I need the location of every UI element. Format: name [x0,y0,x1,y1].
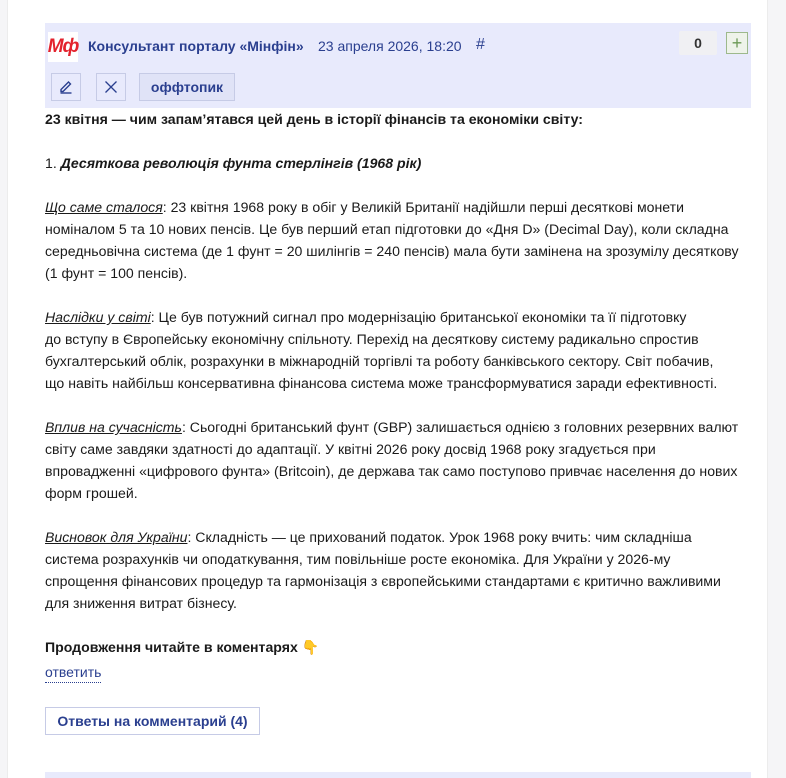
close-icon [103,79,119,95]
delete-button[interactable] [96,73,126,101]
next-comment-header [45,772,751,778]
permalink-anchor[interactable]: # [476,36,485,53]
upvote-button[interactable]: + [726,32,748,54]
comment-date: 23 апреля 2026, 18:20 [318,38,462,54]
comment-header [45,23,751,108]
page [7,0,768,778]
offtopic-button[interactable]: оффтопик [139,73,235,101]
comment-body [45,108,751,658]
paragraph-label: Що саме сталося [45,199,163,215]
edit-button[interactable] [51,73,81,101]
author-name[interactable]: Консультант порталу «Мінфін» [88,38,304,54]
paragraph-label: Висновок для України [45,529,188,545]
pointing-down-icon: 👇 [301,639,320,655]
paragraph-what-happened: Що саме сталося: 23 квітня 1968 року в обіг у Великій Британії надійшли перші десяткові монети номіналом 5 та 10 нових пенсів. Це був перший етап підготовки до «Дня D» (Decimal Day), коли складна середньовічна система (де 1 фунт = 20 шилінгів = 240 пенсів) мала бути замінена на зрозумілу десяткову (1 фунт = 100 пенсів). [45,199,739,281]
show-replies-button[interactable]: Ответы на комментарий (4) [45,707,260,735]
item-title: Десяткова революція фунта стерлінгів (1968 рік) [60,155,422,171]
headline: 23 квітня — чим запам’ятався цей день в історії фінансів та економіки світу: [45,111,583,127]
paragraph-label: Вплив на сучасність [45,419,182,435]
item-heading [45,152,751,174]
paragraph-modern-impact: Вплив на сучасність: Сьогодні британський фунт (GBP) залишається однією з головних резервних валют світу саме завдяки здатності до адаптації. У квітні 2026 року досвід 1968 року згадується при впровадженні «цифрового фунта» (Britcoin), де держава так само поступово привчає населення до нових форм грошей. [45,419,739,501]
paragraph-conclusion: Висновок для України: Складність — це прихований податок. Урок 1968 року вчить: чим складніша система розрахунків чи оподаткування, тим повільніше росте економіка. Для України у 2026-му спрощення фінансових процедур та гармонізація з європейськими стандартами є критично важливими для зниження витрат бізнесу. [45,529,721,611]
item-number: 1. [45,155,61,171]
paragraph-consequences: Наслідки у світі: Це був потужний сигнал про модернізацію британської економіки та її підготовку до вступу в Європейську економічну спільноту. Перехід на десяткову систему радикально спростив бухгалтерський облік, розрахунки в міжнародній торгівлі та роботу банківського сектору. Світ побачив, що навіть найбільш консервативна фінансова система може трансформуватися заради ефективності. [45,309,718,391]
minfin-logo: Мф [48,32,78,62]
reply-link[interactable]: ответить [45,662,101,683]
pencil-icon [58,79,74,95]
rating-score: 0 [679,31,717,55]
paragraph-label: Наслідки у світі [45,309,151,325]
continue-note: Продовження читайте в коментарях 👇 [45,639,320,655]
